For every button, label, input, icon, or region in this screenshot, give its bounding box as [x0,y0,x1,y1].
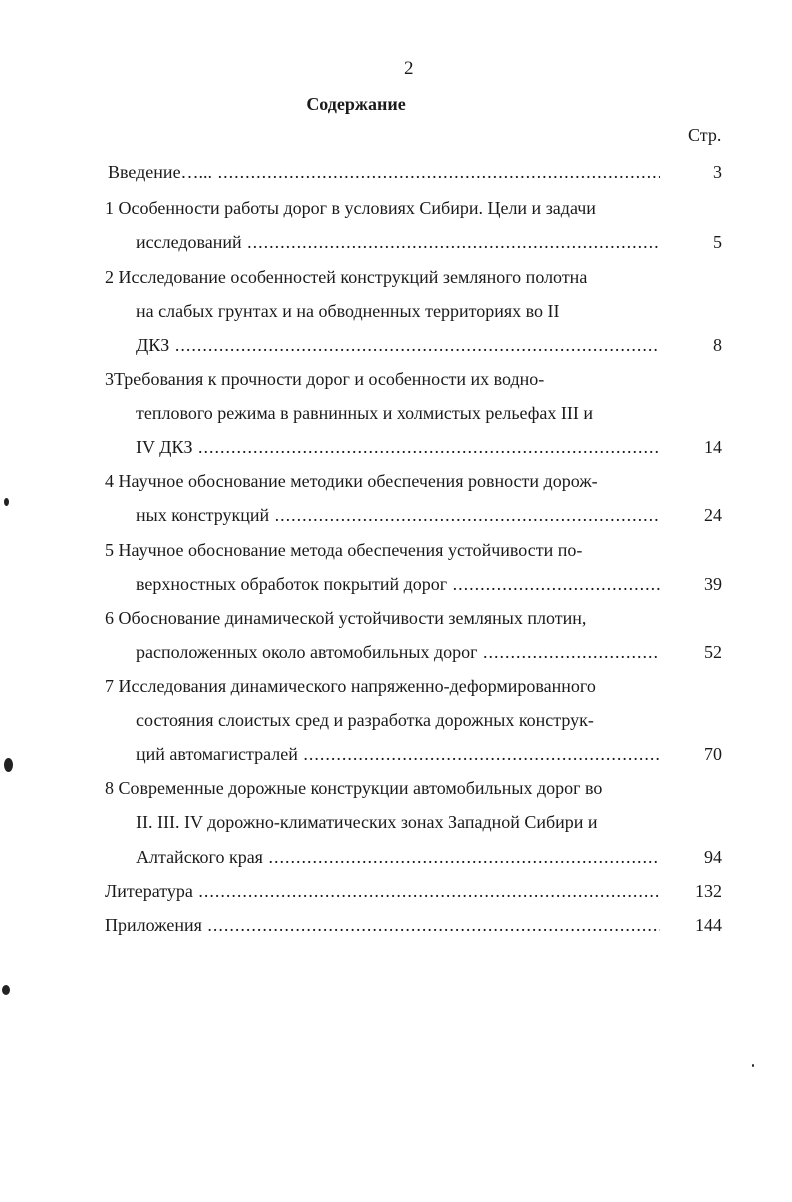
toc-entry-line: верхностных обработок покрытий дорог ..... [136,569,660,599]
toc-entry-line: Алтайского края ..... [136,842,660,872]
page-column-header: Стр. [688,125,722,145]
toc-entry-line: 4 Научное обоснование методики обеспечения ровности дорож- [105,471,598,491]
toc-entry-line: 3Требования к прочности дорог и особенности их водно- [105,369,545,389]
toc-entry-line: 7 Исследования динамического напряженно-деформированного [105,676,596,696]
toc-entry-page: 94 [704,847,722,867]
toc-entry-page: 132 [695,881,722,901]
scan-speck [752,1064,754,1067]
scan-speck [4,758,13,772]
toc-entry-line: ДКЗ ..... [136,330,660,360]
toc-entry-page: 39 [704,574,722,594]
toc-entry-line: расположенных около автомобильных дорог ..... [136,637,660,667]
toc-entry-line: Введение…... ..... [108,157,660,187]
toc-entry-line: 8 Современные дорожные конструкции автомобильных дорог во [105,778,603,798]
toc-entry-line: теплового режима в равнинных и холмистых рельефах III и [136,403,594,423]
toc-entry-line: Приложения ..... [105,910,660,940]
toc-entry-page: 52 [704,642,722,662]
toc-entry-line: исследований ..... [136,227,660,257]
toc-entry-page: 24 [704,505,722,525]
toc-entry-page: 3 [713,162,722,182]
toc-entry-line: II. III. IV дорожно-климатических зонах Западной Сибири и [136,812,598,832]
toc-entry-page: 144 [695,915,722,935]
toc-entry-page: 14 [704,437,722,457]
toc-entry-line: 2 Исследование особенностей конструкций земляного полотна [105,267,588,287]
toc-entry-line: 5 Научное обоснование метода обеспечения устойчивости по- [105,540,583,560]
toc-entry-page: 5 [713,232,722,252]
toc-entry-page: 8 [713,335,722,355]
toc-entry-line: на слабых грунтах и на обводненных территориях во II [136,301,560,321]
page-number: 2 [404,58,414,79]
toc-entry-line: 6 Обоснование динамической устойчивости земляных плотин, [105,608,587,628]
toc-entry-line: 1 Особенности работы дорог в условиях Сибири. Цели и задачи [105,198,596,218]
toc-entry-line: Литература ..... [105,876,660,906]
toc-entry-page: 70 [704,744,722,764]
toc-entry-line: IV ДКЗ ..... [136,432,660,462]
toc-entry-line: состояния слоистых сред и разработка дорожных конструк- [136,710,594,730]
toc-title: Содержание [306,94,406,114]
scan-speck [4,498,9,506]
toc-entry-line: ций автомагистралей ..... [136,739,660,769]
scan-speck [2,985,10,995]
toc-entry-line: ных конструкций ..... [136,500,660,530]
